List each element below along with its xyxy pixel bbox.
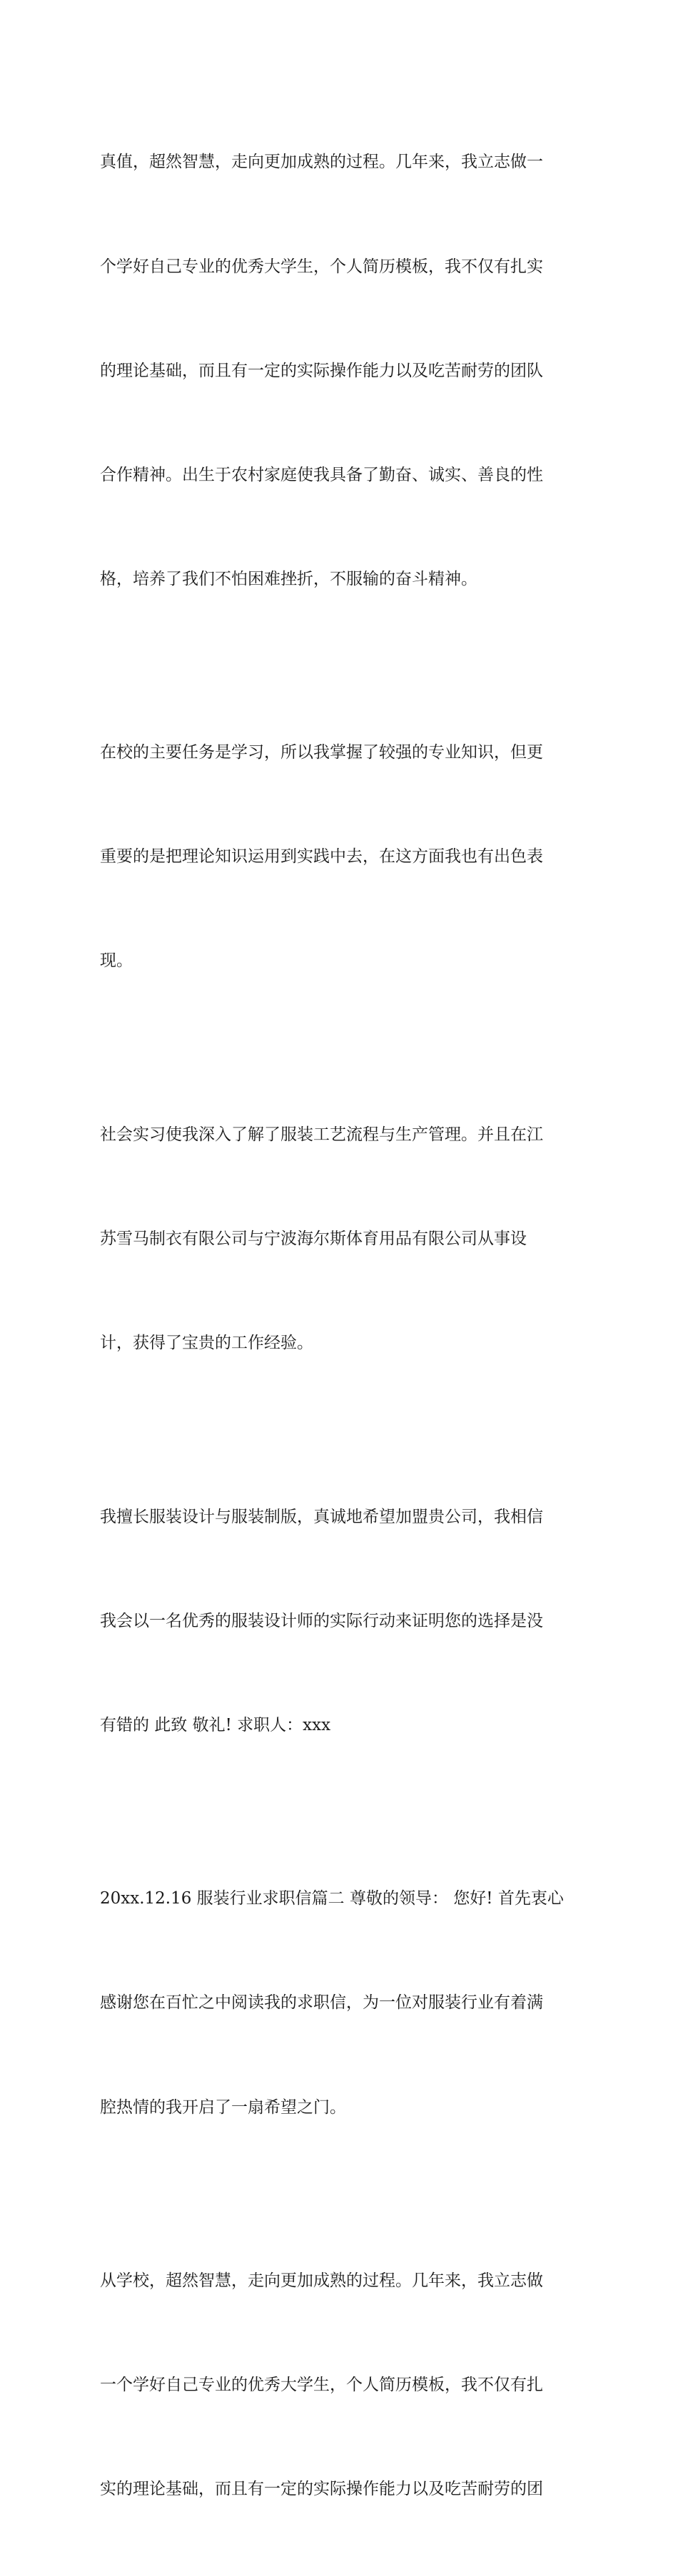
text-line: 个学好自己专业的优秀大学生，个人简历模板，我不仅有扎实 — [100, 257, 543, 276]
text-line: 社会实习使我深入了解了服装工艺流程与生产管理。并且在江 — [100, 1125, 543, 1144]
text-line: 20xx.12.16 服装行业求职信篇二 尊敬的领导： 您好! 首先衷心 — [100, 1889, 564, 1908]
text-line: 真值，超然智慧，走向更加成熟的过程。几年来，我立志做一 — [100, 153, 543, 172]
text-line: 一个学好自己专业的优秀大学生，个人简历模板，我不仅有扎 — [100, 2376, 543, 2395]
text-line: 我会以一名优秀的服装设计师的实际行动来证明您的选择是没 — [100, 1611, 543, 1630]
paragraph-school-study — [100, 666, 585, 1048]
text-line: 现。 — [100, 951, 133, 971]
text-line: 我擅长服装设计与服装制版，真诚地希望加盟贵公司，我相信 — [100, 1507, 543, 1526]
paragraph-personal-background — [100, 76, 585, 666]
paragraph-second-letter-background — [100, 2194, 585, 2576]
text-line: 有错的 此致 敬礼! 求职人：xxx — [100, 1715, 331, 1734]
text-line: 重要的是把理论知识运用到实践中去，在这方面我也有出色表 — [100, 847, 543, 867]
text-line: 格，培养了我们不怕困难挫折，不服输的奋斗精神。 — [100, 569, 477, 588]
text-line: 计，获得了宝贵的工作经验。 — [100, 1334, 313, 1353]
paragraph-internship — [100, 1048, 585, 1431]
paragraph-closing — [100, 1430, 585, 1812]
document-body — [100, 76, 585, 2576]
text-line: 腔热情的我开启了一扇希望之门。 — [100, 2097, 346, 2117]
text-line: 感谢您在百忙之中阅读我的求职信，为一位对服装行业有着满 — [100, 1993, 543, 2013]
text-line: 苏雪马制衣有限公司与宁波海尔斯体育用品有限公司从事设 — [100, 1230, 527, 1249]
text-line: 从学校，超然智慧，走向更加成熟的过程。几年来，我立志做 — [100, 2271, 543, 2291]
text-line: 实的理论基础，而且有一定的实际操作能力以及吃苦耐劳的团 — [100, 2480, 543, 2499]
text-line: 在校的主要任务是学习，所以我掌握了较强的专业知识，但更 — [100, 743, 543, 762]
text-line: 的理论基础，而且有一定的实际操作能力以及吃苦耐劳的团队 — [100, 361, 543, 380]
paragraph-second-letter-opening — [100, 1812, 585, 2194]
text-line: 合作精神。出生于农村家庭使我具备了勤奋、诚实、善良的性 — [100, 465, 543, 484]
